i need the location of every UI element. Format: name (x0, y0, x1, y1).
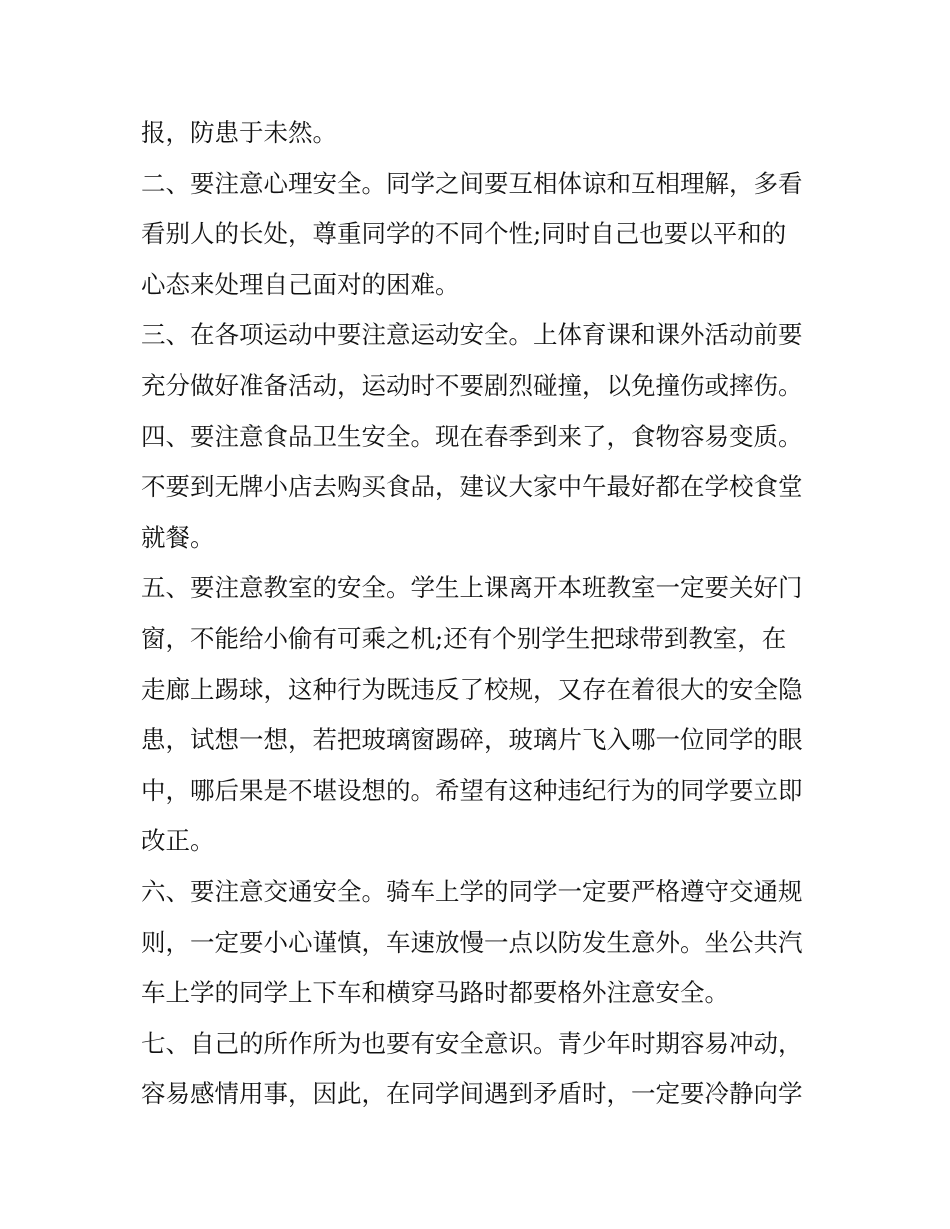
text-line: 充分做好准备活动，运动时不要剧烈碰撞，以免撞伤或摔伤。 (141, 370, 803, 400)
text-line: 四、要注意食品卫生安全。现在春季到来了，食物容易变质。 (141, 421, 803, 451)
document-body (141, 108, 821, 1120)
text-line: 六、要注意交通安全。骑车上学的同学一定要严格遵守交通规 (141, 876, 803, 906)
text-line: 报，防患于未然。 (141, 118, 337, 147)
text-line: 改正。 (141, 826, 215, 856)
text-line: 容易感情用事，因此，在同学间遇到矛盾时，一定要冷静向学 (141, 1079, 803, 1109)
text-line: 车上学的同学上下车和横穿马路时都要格外注意安全。 (141, 978, 729, 1008)
text-line: 中，哪后果是不堪设想的。希望有这种违纪行为的同学要立即 (141, 775, 803, 805)
text-line: 不要到无牌小店去购买食品，建议大家中午最好都在学校食堂 (141, 472, 803, 502)
text-line: 三、在各项运动中要注意运动安全。上体育课和课外活动前要 (141, 320, 803, 350)
text-line: 七、自己的所作所为也要有安全意识。青少年时期容易冲动， (141, 1028, 803, 1058)
text-line: 就餐。 (141, 522, 215, 552)
text-line: 五、要注意教室的安全。学生上课离开本班教室一定要关好门 (141, 573, 803, 603)
text-line: 二、要注意心理安全。同学之间要互相体谅和互相理解，多看 (141, 168, 803, 198)
text-line: 心态来处理自己面对的困难。 (141, 269, 460, 299)
text-line: 患，试想一想，若把玻璃窗踢碎，玻璃片飞入哪一位同学的眼 (141, 725, 803, 755)
text-line: 走廊上踢球，这种行为既违反了校规，又存在着很大的安全隐 (141, 674, 803, 704)
text-line: 看别人的长处，尊重同学的不同个性;同时自己也要以平和的 (141, 219, 787, 249)
text-line: 则，一定要小心谨慎，车速放慢一点以防发生意外。坐公共汽 (141, 927, 803, 957)
text-line: 窗，不能给小偷有可乘之机;还有个别学生把球带到教室，在 (141, 623, 787, 653)
